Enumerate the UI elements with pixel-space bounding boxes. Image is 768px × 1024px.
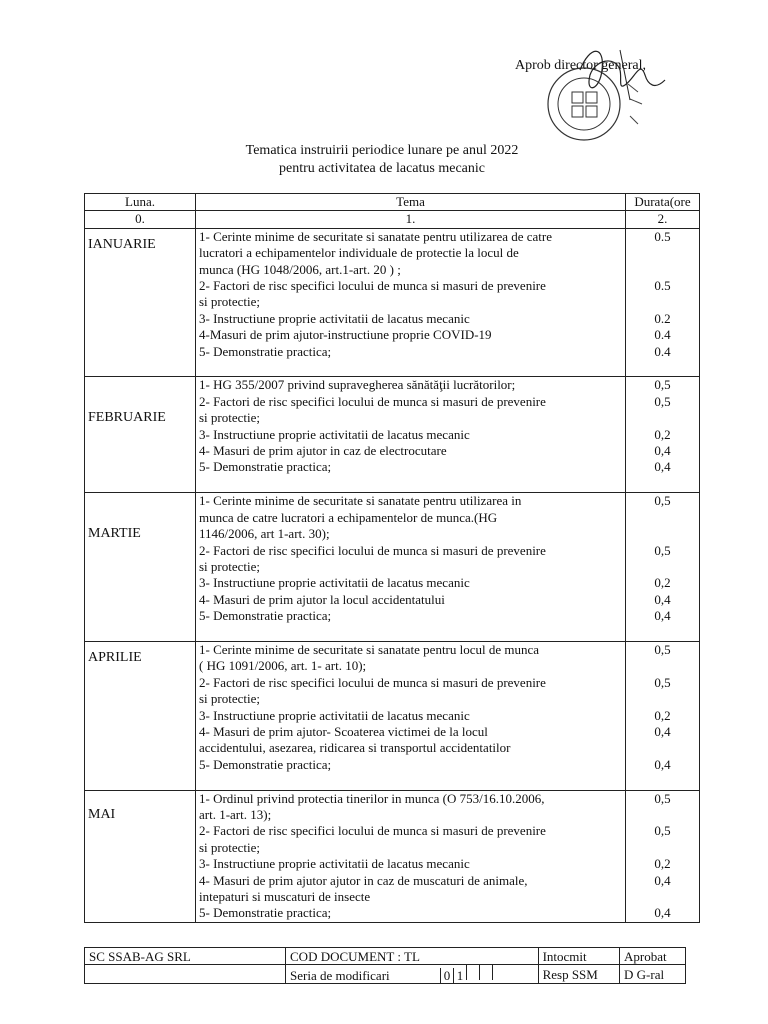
duration-value: 0,5 (654, 674, 671, 690)
duration-value: 0,4 (654, 905, 671, 921)
topic-line: 2- Factori de risc specifici locului de munca si masuri de prevenire (199, 823, 546, 839)
col-number: 2. (626, 211, 700, 228)
company-name: SC SSAB-AG SRL (85, 948, 286, 965)
month-name (85, 493, 196, 642)
duration-value (629, 807, 696, 823)
duration-value: 0,4 (654, 723, 671, 739)
col-number: 1. (196, 211, 626, 228)
duration-value (629, 410, 696, 426)
duration-value: 0,4 (654, 756, 671, 772)
duration-value: 0,5 (654, 393, 671, 409)
duration-value (629, 740, 696, 756)
duration-value (629, 889, 696, 905)
topic-line: 1146/2006, art 1-art. 30); (199, 526, 330, 542)
topic-line: 4- Masuri de prim ajutor- Scoaterea victimei de la locul (199, 723, 488, 739)
document-code: COD DOCUMENT : TL (286, 948, 539, 965)
topic-line: 1- Cerinte minime de securitate si sanatate pentru locul de munca (199, 641, 540, 657)
duration-value: 0,4 (654, 459, 671, 475)
topic-line: accidentului, asezarea, ridicarea si transportul accidentatilor (199, 740, 511, 756)
duration-cell (626, 493, 700, 642)
topic-line: 2- Factori de risc specifici locului de munca si masuri de prevenire (199, 278, 546, 294)
topic-line: 3- Instructiune proprie activitatii de lacatus mecanic (199, 310, 470, 326)
topic-line: munca de catre lucratori a echipamentelor de munca.(HG (199, 509, 498, 525)
header-topic: Tema (196, 194, 626, 211)
table-numbering-row (85, 211, 700, 228)
month-row (85, 641, 700, 790)
duration-value: 0,4 (654, 872, 671, 888)
month-label: IANUARIE (88, 236, 156, 252)
duration-value: 0,2 (654, 575, 671, 591)
duration-value: 0,2 (654, 856, 671, 872)
duration-value: 0,5 (654, 377, 671, 393)
signature (560, 40, 680, 120)
duration-value: 0.4 (654, 343, 671, 359)
topic-line: ( HG 1091/2006, art. 1- art. 10); (199, 658, 367, 674)
approval-note: Aprob director general, (515, 58, 646, 73)
revision-series (286, 965, 539, 984)
topic-line: 5- Demonstratie practica; (199, 459, 332, 475)
topic-line: 5- Demonstratie practica; (199, 608, 332, 624)
duration-value (629, 840, 696, 856)
document-subtitle: pentru activitatea de lacatus mecanic (278, 161, 485, 176)
month-name (85, 228, 196, 377)
topic-line: lucratori a echipamentelor individuale de protectie la locul de (199, 245, 519, 261)
month-row (85, 377, 700, 493)
document-footer (84, 947, 686, 984)
month-name (85, 377, 196, 493)
header-duration: Durata(ore (626, 194, 700, 211)
topic-line: 1- Cerinte minime de securitate si sanatate pentru utilizarea de catre (199, 228, 553, 244)
duration-value: 0,2 (654, 426, 671, 442)
series-digit (492, 965, 505, 980)
topic-line: 4- Masuri de prim ajutor ajutor in caz de muscaturi de animale, (199, 872, 528, 888)
duration-value: 0,4 (654, 591, 671, 607)
duration-value (629, 658, 696, 674)
month-label: MARTIE (88, 525, 141, 541)
topic-line: si protectie; (199, 558, 261, 574)
duration-value: 0.5 (654, 228, 671, 244)
month-row (85, 493, 700, 642)
duration-value (629, 559, 696, 575)
topic-line: si protectie; (199, 410, 261, 426)
footer-blank (85, 965, 286, 984)
duration-value: 0,4 (654, 443, 671, 459)
series-digit: 0 (440, 968, 453, 983)
duration-value: 0,5 (654, 823, 671, 839)
month-row (85, 790, 700, 922)
col-number: 0. (85, 211, 196, 228)
duration-value (629, 245, 696, 261)
topic-line: 1- HG 355/2007 privind supravegherea sănătăţii lucrătorilor; (199, 377, 516, 393)
series-digit: 1 (453, 968, 466, 983)
table-header-row (85, 194, 700, 211)
duration-value: 0,2 (654, 707, 671, 723)
duration-cell (626, 228, 700, 377)
duration-value: 0.5 (654, 278, 671, 294)
header-month: Luna. (85, 194, 196, 211)
topic-line: 1- Cerinte minime de securitate si sanatate pentru utilizarea in (199, 493, 522, 509)
topic-cell (196, 493, 626, 642)
topic-line: 3- Instructiune proprie activitatii de lacatus mecanic (199, 575, 470, 591)
topic-line: 4- Masuri de prim ajutor in caz de electrocutare (199, 443, 447, 459)
topic-line: intepaturi si muscaturi de insecte (199, 889, 371, 904)
duration-value (629, 526, 696, 542)
month-name (85, 790, 196, 922)
series-label: Seria de modificari (290, 968, 390, 983)
topic-cell (196, 790, 626, 922)
topic-line: si protectie; (199, 691, 261, 707)
topic-line: si protectie; (199, 294, 261, 310)
month-label: APRILIE (88, 649, 142, 665)
topic-line: 3- Instructiune proprie activitatii de lacatus mecanic (199, 856, 470, 872)
series-digit (466, 965, 479, 980)
series-digit (479, 965, 492, 980)
duration-value: 0,5 (654, 790, 671, 806)
topic-line: 5- Demonstratie practica; (199, 905, 332, 921)
duration-cell (626, 790, 700, 922)
approved-label: Aprobat (620, 948, 686, 965)
month-label: MAI (88, 806, 116, 822)
duration-value (629, 691, 696, 707)
duration-value (629, 262, 696, 278)
topic-cell (196, 641, 626, 790)
duration-value: 0,5 (654, 641, 671, 657)
duration-value (629, 294, 696, 310)
duration-cell (626, 641, 700, 790)
topic-line: 4- Masuri de prim ajutor la locul accidentatului (199, 591, 445, 607)
duration-value: 0.4 (654, 327, 671, 343)
training-table (84, 193, 700, 923)
topic-cell (196, 377, 626, 493)
duration-value: 0,5 (654, 493, 671, 509)
topic-line: 3- Instructiune proprie activitatii de lacatus mecanic (199, 426, 470, 442)
topic-line: art. 1-art. 13); (199, 806, 272, 822)
duration-value: 0,5 (654, 542, 671, 558)
prepared-by: Resp SSM (538, 965, 619, 984)
topic-line: 3- Instructiune proprie activitatii de lacatus mecanic (199, 707, 470, 723)
topic-line: si protectie; (199, 839, 261, 855)
duration-value: 0.2 (654, 310, 671, 326)
duration-value: 0,4 (654, 608, 671, 624)
topic-line: 2- Factori de risc specifici locului de munca si masuri de prevenire (199, 542, 546, 558)
prepared-label: Intocmit (538, 948, 619, 965)
month-label: FEBRUARIE (88, 409, 166, 425)
duration-value (629, 510, 696, 526)
topic-line: 2- Factori de risc specifici locului de munca si masuri de prevenire (199, 674, 546, 690)
duration-cell (626, 377, 700, 493)
topic-line: 2- Factori de risc specifici locului de munca si masuri de prevenire (199, 393, 546, 409)
month-name (85, 641, 196, 790)
topic-cell (196, 228, 626, 377)
topic-line: 5- Demonstratie practica; (199, 756, 332, 772)
month-row (85, 228, 700, 377)
topic-line: 4-Masuri de prim ajutor-instructiune proprie COVID-19 (199, 327, 492, 343)
approved-by: D G-ral (620, 965, 686, 984)
topic-line: 5- Demonstratie practica; (199, 343, 332, 359)
topic-line: 1- Ordinul privind protectia tinerilor in munca (O 753/16.10.2006, (199, 790, 545, 806)
document-title: Tematica instruirii periodice lunare pe anul 2022 (245, 143, 519, 158)
topic-line: munca (HG 1048/2006, art.1-art. 20 ) ; (199, 261, 401, 277)
